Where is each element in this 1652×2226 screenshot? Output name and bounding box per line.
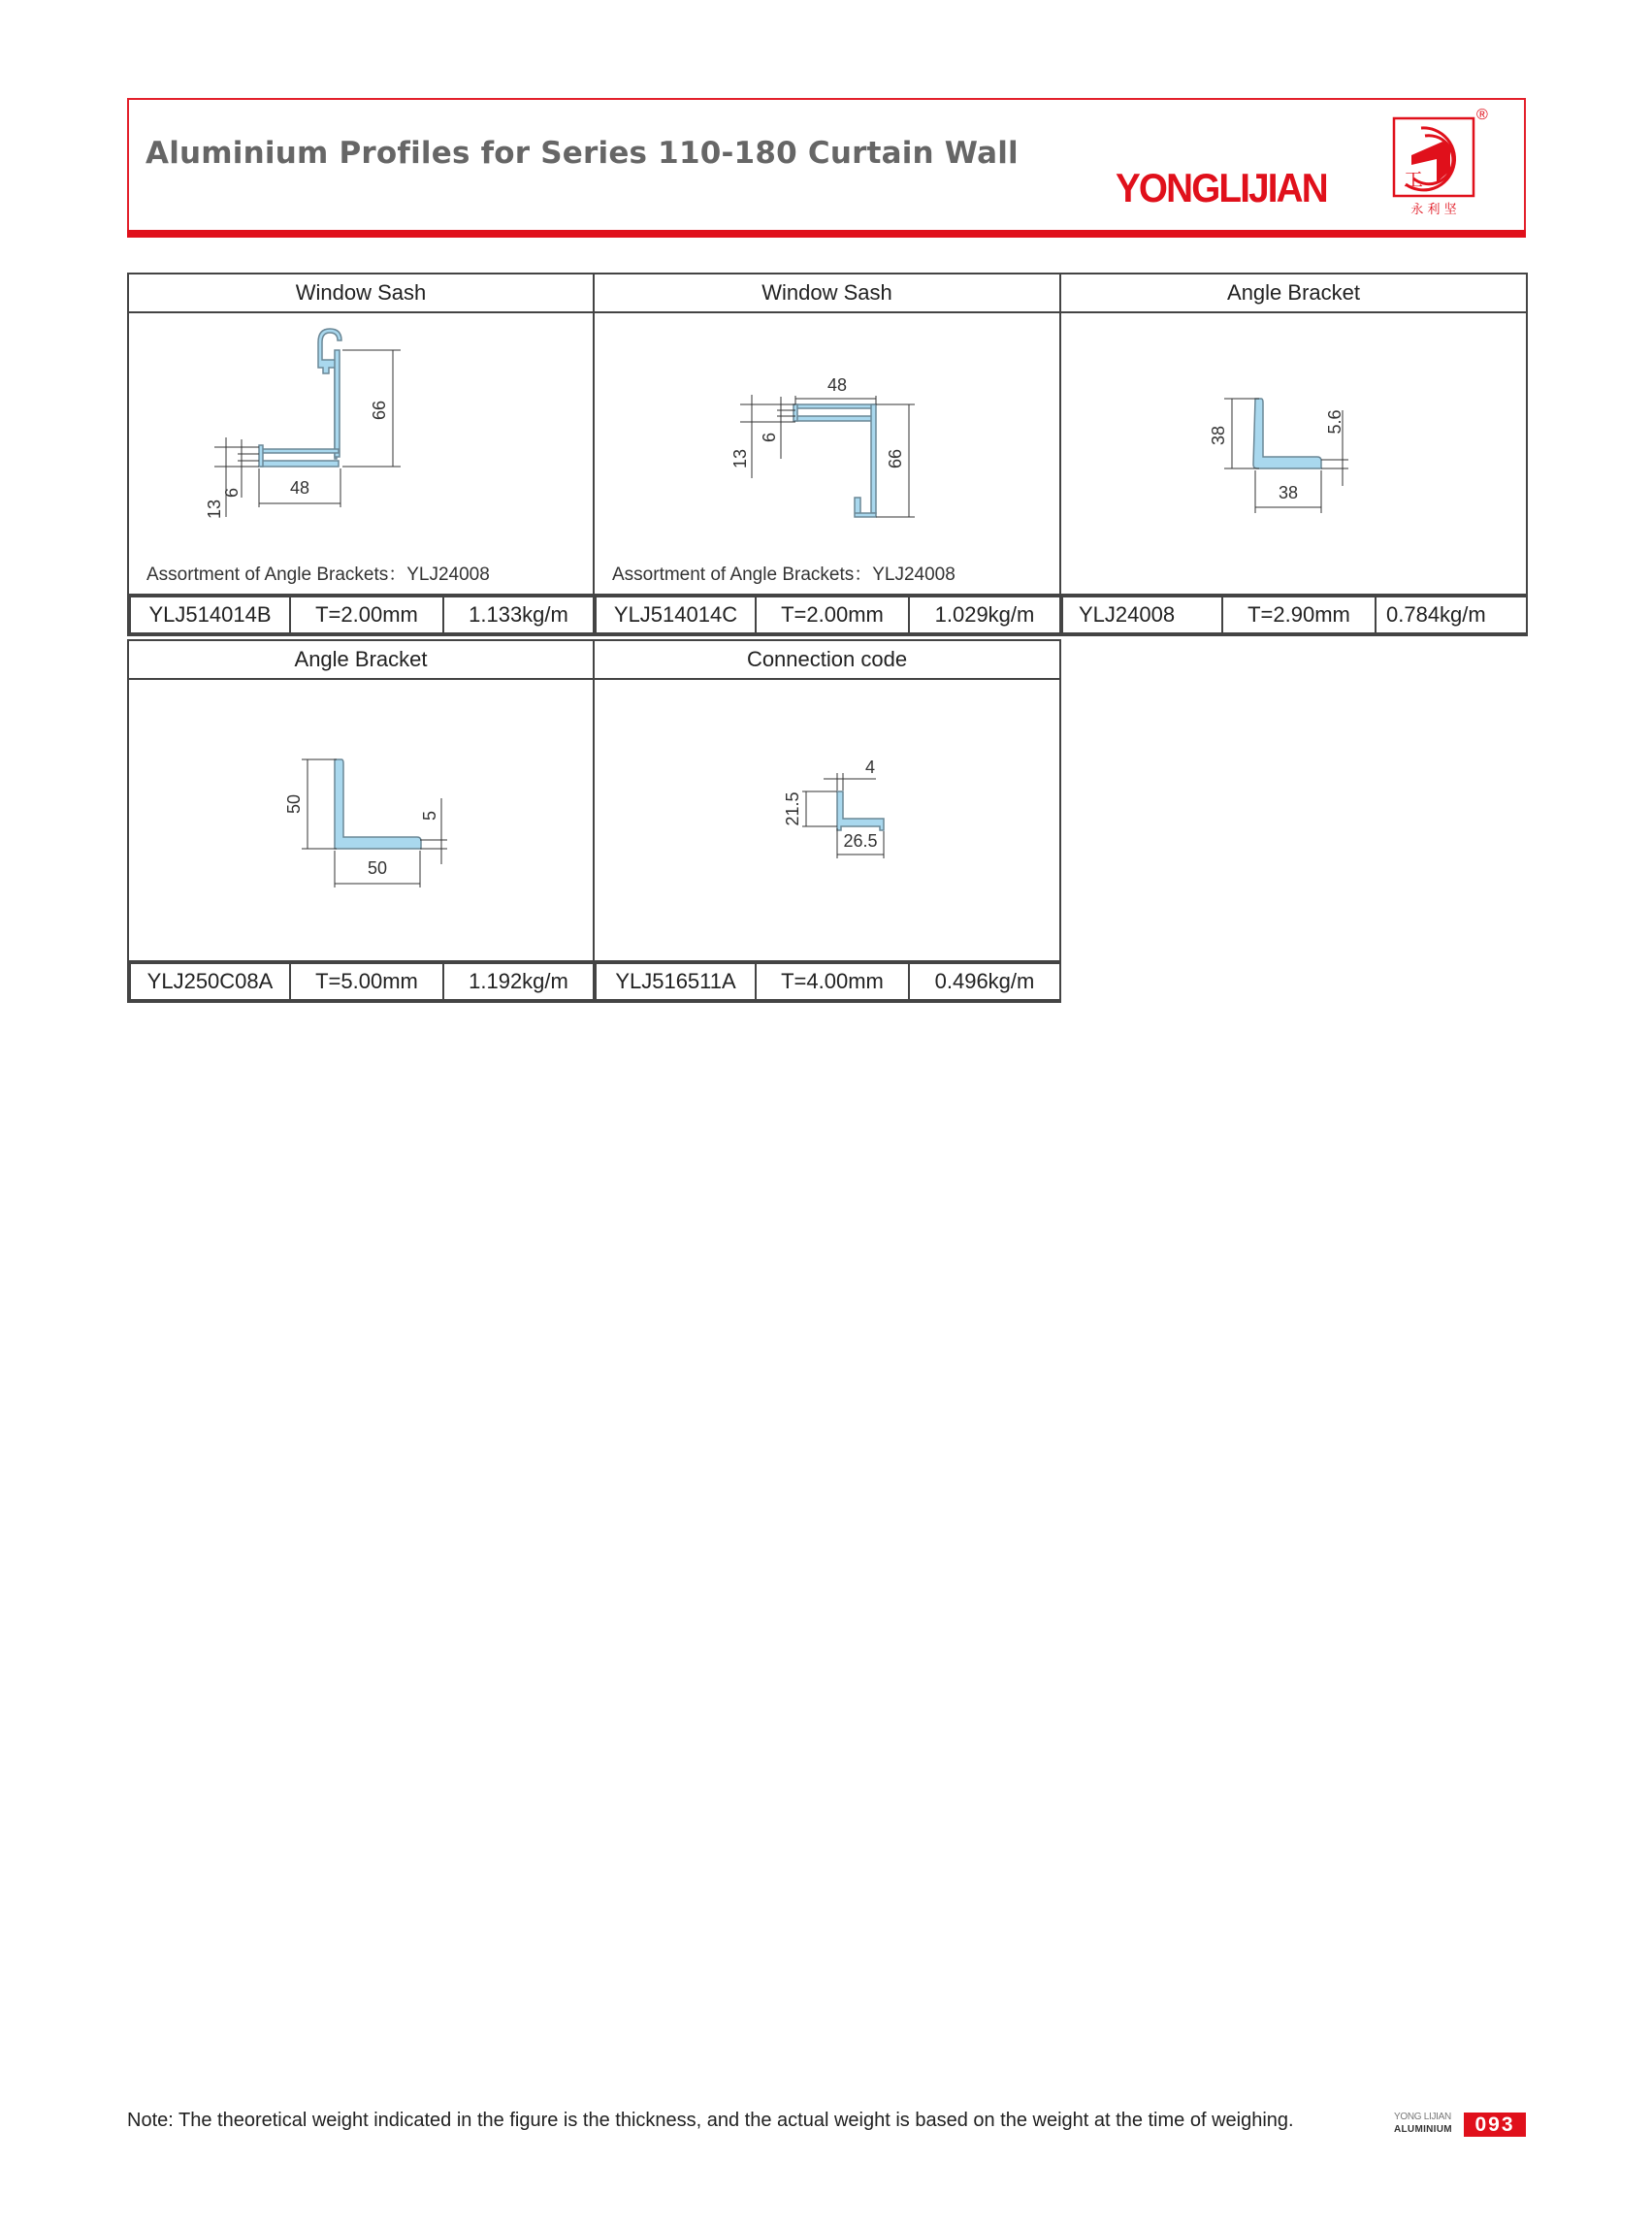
profile-weight: 1.192kg/m (443, 963, 593, 1000)
svg-text:26.5: 26.5 (843, 831, 878, 851)
brand-logo-icon (1392, 116, 1475, 221)
connection-code-drawing (595, 680, 1059, 960)
profile-weight: 0.784kg/m (1376, 597, 1526, 633)
profile-thickness: T=2.90mm (1222, 597, 1376, 633)
svg-text:工: 工 (1404, 168, 1423, 191)
profile-title: Window Sash (128, 274, 594, 312)
profiles-table-row-2 (127, 639, 1061, 1003)
page-number: 093 (1464, 2113, 1526, 2137)
profile-drawing-cell (594, 679, 1060, 961)
profile-title: Window Sash (594, 274, 1060, 312)
profile-drawing-cell (1060, 312, 1527, 595)
svg-text:5.6: 5.6 (1325, 409, 1344, 435)
svg-text:4: 4 (864, 758, 876, 777)
profile-thickness: T=5.00mm (290, 963, 443, 1000)
profile-title: Angle Bracket (1060, 274, 1527, 312)
footer-aluminium-label: ALUMINIUM (1394, 2124, 1452, 2135)
svg-text:5: 5 (420, 810, 439, 822)
footer-brand-label: YONG LIJIAN (1394, 2112, 1451, 2122)
assortment-note: Assortment of Angle Brackets：YLJ24008 (146, 565, 490, 585)
profile-info-cell (594, 595, 1060, 635)
svg-text:38: 38 (1209, 425, 1228, 446)
brand-wordmark: YONGLIJIAN (1116, 165, 1327, 210)
profile-drawing-cell (128, 312, 594, 595)
svg-text:21.5: 21.5 (783, 791, 802, 826)
profile-code: YLJ516511A (596, 963, 756, 1000)
svg-text:13: 13 (205, 499, 224, 520)
svg-text:50: 50 (284, 793, 304, 815)
profile-info-cell (1060, 595, 1527, 635)
svg-text:48: 48 (826, 375, 848, 395)
svg-text:永 利 坚: 永 利 坚 (1410, 203, 1457, 217)
profile-code: YLJ24008 (1062, 597, 1222, 633)
profile-code: YLJ250C08A (130, 963, 290, 1000)
profile-thickness: T=4.00mm (756, 963, 909, 1000)
profile-drawing-cell (594, 312, 1060, 595)
profile-info-cell (128, 595, 594, 635)
profile-code: YLJ514014B (130, 597, 290, 633)
angle-bracket-50-drawing (129, 680, 593, 960)
svg-text:6: 6 (222, 487, 242, 499)
profile-weight: 1.133kg/m (443, 597, 593, 633)
profile-info-cell (128, 961, 594, 1002)
svg-text:6: 6 (760, 432, 779, 443)
assortment-note: Assortment of Angle Brackets：YLJ24008 (612, 565, 956, 585)
profile-title: Connection code (594, 640, 1060, 679)
svg-text:38: 38 (1278, 483, 1299, 502)
svg-text:48: 48 (289, 478, 310, 498)
svg-text:66: 66 (370, 400, 389, 421)
page-title: Aluminium Profiles for Series 110-180 Curtain Wall (146, 136, 1019, 171)
profile-title: Angle Bracket (128, 640, 594, 679)
profile-code: YLJ514014C (596, 597, 756, 633)
profile-drawing-cell (128, 679, 594, 961)
footer-note: Note: The theoretical weight indicated in the figure is the thickness, and the actual weight is based on the weight at the time of weighing. (127, 2110, 1294, 2131)
profile-thickness: T=2.00mm (756, 597, 909, 633)
profile-thickness: T=2.00mm (290, 597, 443, 633)
registered-mark: ® (1476, 107, 1488, 123)
svg-text:13: 13 (730, 448, 750, 469)
angle-bracket-38-drawing (1061, 313, 1526, 594)
window-sash-b-drawing (129, 313, 593, 594)
profile-info-cell (594, 961, 1060, 1002)
svg-text:50: 50 (367, 858, 388, 878)
profile-weight: 1.029kg/m (909, 597, 1059, 633)
svg-text:66: 66 (886, 448, 905, 469)
window-sash-c-drawing (595, 313, 1059, 594)
profile-weight: 0.496kg/m (909, 963, 1059, 1000)
header-red-bar (127, 230, 1526, 238)
profiles-table-row-1 (127, 273, 1528, 636)
